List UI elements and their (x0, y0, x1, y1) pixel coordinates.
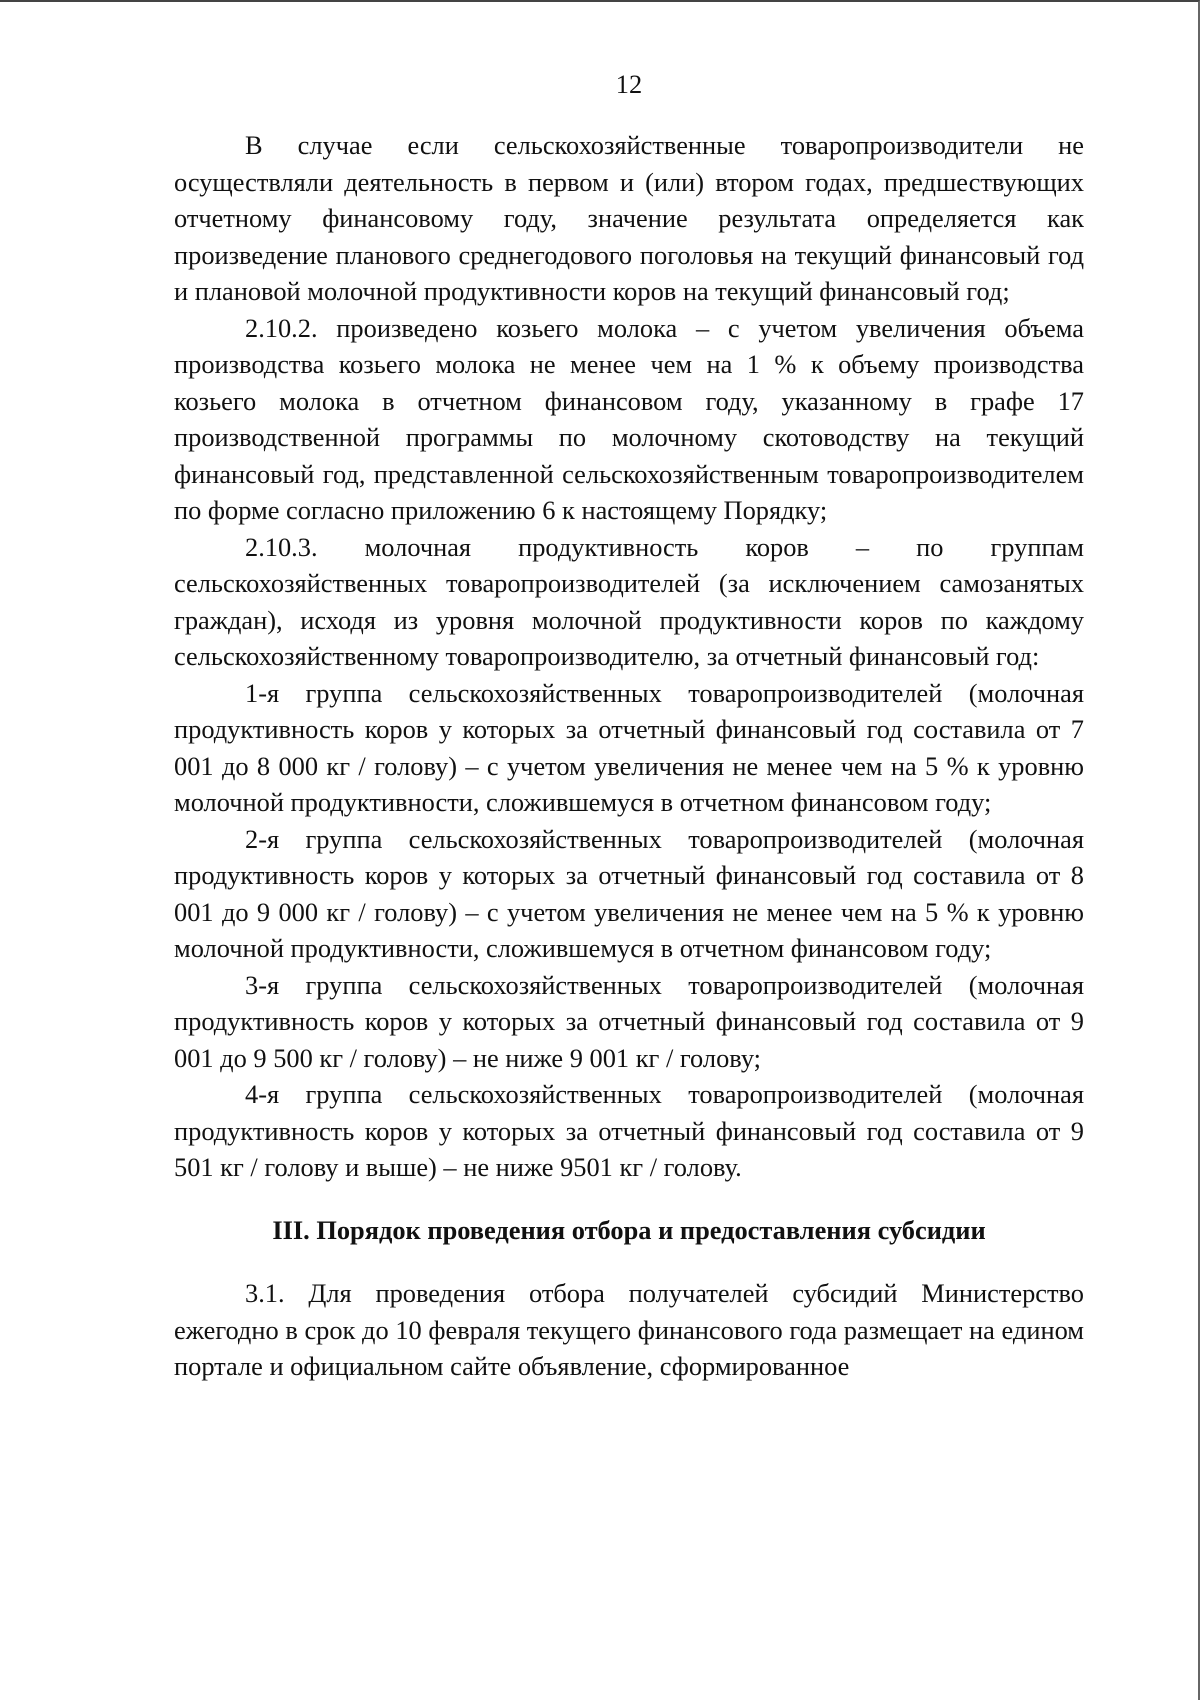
paragraph-group-4: 4-я группа сельскохозяйственных товаропроизводителей (молочная продуктивность коров у которых за отчетный финансовый год составила от 9 501 кг / голову и выше) – не ниже 9501 кг / голову. (174, 1079, 1084, 1182)
page-number: 12 (615, 69, 643, 99)
paragraph-3-1-selection: 3.1. Для проведения отбора получателей субсидий Министерство ежегодно в срок до 10 февраля текущего финансового года размещает на едином портале и официальном сайте объявление, сформированное (174, 1278, 1084, 1381)
paragraph-2-10-2-goat-milk: 2.10.2. произведено козьего молока – с учетом увеличения объема производства козьего молока не менее чем на 1 % к объему производства козьего молока в отчетном финансовом году, указанному в графе 17 производственной программы по молочному скотоводству на текущий финансовый год, представленной сельскохозяйственным товаропроизводителем по форме согласно приложению 6 к настоящему Порядку; (174, 312, 1084, 525)
document-body (174, 127, 1084, 1385)
paragraph-group-2: 2-я группа сельскохозяйственных товаропроизводителей (молочная продуктивность коров у которых за отчетный финансовый год составила от 8 001 до 9 000 кг / голову) – с учетом увеличения не менее чем на 5 % к уровню молочной продуктивности, сложившемуся в отчетном финансовом году; (174, 823, 1084, 963)
section-heading: III. Порядок проведения отбора и предоставления субсидии (272, 1214, 986, 1245)
paragraph-no-activity-case: В случае если сельскохозяйственные товаропроизводители не осуществляли деятельность в первом и (или) втором годах, предшествующих отчетному финансовому году, значение результата определяется как произведение планового среднегодового поголовья на текущий финансовый год и плановой молочной продуктивности коров на текущий финансовый год; (174, 130, 1084, 306)
paragraph-2-10-3-milk-productivity: 2.10.3. молочная продуктивность коров – по группам сельскохозяйственных товаропроизводителей (за исключением самозанятых граждан), исходя из уровня молочной продуктивности коров по каждому сельскохозяйственному товаропроизводителю, за отчетный финансовый год: (174, 531, 1084, 671)
paragraph-group-1: 1-я группа сельскохозяйственных товаропроизводителей (молочная продуктивность коров у которых за отчетный финансовый год составила от 7 001 до 8 000 кг / голову) – с учетом увеличения не менее чем на 5 % к уровню молочной продуктивности, сложившемуся в отчетном финансовом году; (174, 677, 1084, 817)
paragraph-group-3: 3-я группа сельскохозяйственных товаропроизводителей (молочная продуктивность коров у которых за отчетный финансовый год составила от 9 001 до 9 500 кг / голову) – не ниже 9 001 кг / голову; (174, 969, 1084, 1073)
